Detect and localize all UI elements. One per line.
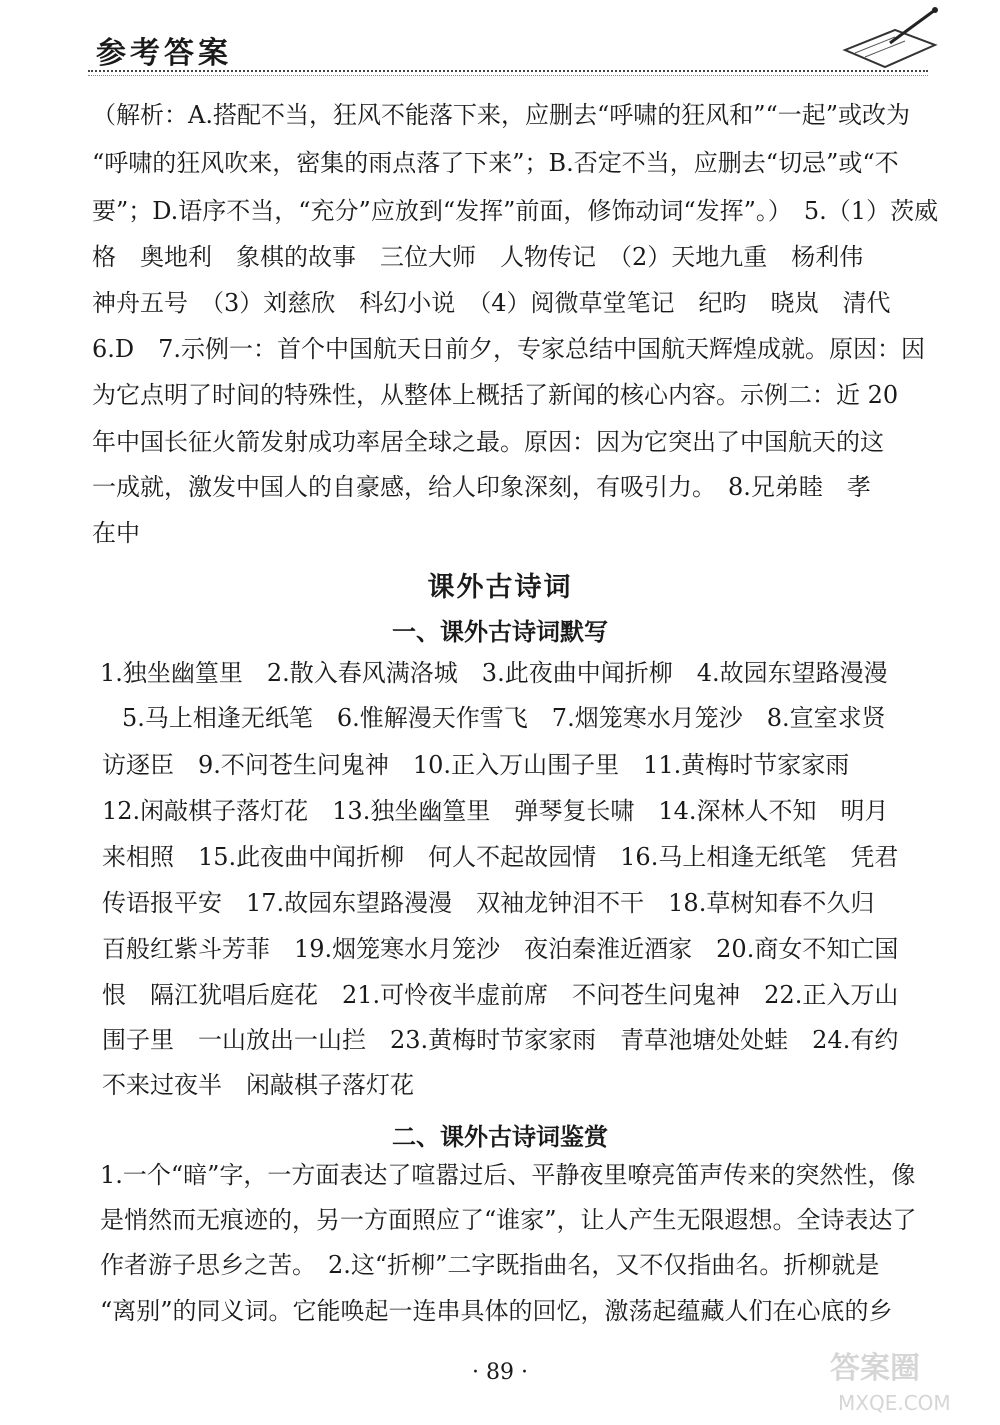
text-line: 格 奥地利 象棋的故事 三位大师 人物传记 （2）天地九重 杨利伟 — [92, 243, 864, 271]
text-line: “呼啸的狂风吹来，密集的雨点落了下来”；B.否定不当，应删去“切忌”或“不 — [92, 149, 899, 177]
subsection-title: 二、课外古诗词鉴赏 — [392, 1123, 608, 1151]
text-line: 百般红紫斗芳菲 19.烟笼寒水月笼沙 夜泊秦淮近酒家 20.商女不知亡国 — [102, 935, 899, 963]
text-line: （解析：A.搭配不当，狂风不能落下来，应删去“呼啸的狂风和”“一起”或改为 — [92, 101, 911, 129]
text-line: 在中 — [92, 519, 140, 547]
text-line: 访逐臣 9.不问苍生问鬼神 10.正入万山围子里 11.黄梅时节家家雨 — [102, 751, 850, 779]
text-line: 围子里 一山放出一山拦 23.黄梅时节家家雨 青草池塘处处蛙 24.有约 — [102, 1026, 899, 1054]
text-line: 1.独坐幽篁里 2.散入春风满洛城 3.此夜曲中闻折柳 4.故园东望路漫漫 — [100, 659, 888, 687]
watermark-text: 答案圈 — [830, 1351, 920, 1386]
text-line: 恨 隔江犹唱后庭花 21.可怜夜半虚前席 不问苍生问鬼神 22.正入万山 — [102, 981, 899, 1009]
watermark-logo — [820, 1340, 980, 1420]
text-line: “离别”的同义词。它能唤起一连串具体的回忆，激荡起蕴藏人们在心底的乡 — [100, 1297, 893, 1325]
header-title: 参考答案 — [96, 36, 232, 71]
text-line: 6.D 7.示例一：首个中国航天日前夕，专家总结中国航天辉煌成就。原因：因 — [92, 335, 926, 363]
watermark-url: MXQE.COM — [838, 1391, 951, 1415]
text-line: 是悄然而无痕迹的，另一方面照应了“谁家”，让人产生无限遐想。全诗表达了 — [100, 1206, 917, 1234]
header-divider — [88, 70, 928, 72]
text-line: 来相照 15.此夜曲中闻折柳 何人不起故园情 16.马上相逢无纸笔 凭君 — [102, 843, 899, 871]
text-line: 12.闲敲棋子落灯花 13.独坐幽篁里 弹琴复长啸 14.深林人不知 明月 — [102, 797, 889, 825]
text-line: 为它点明了时间的特殊性，从整体上概括了新闻的核心内容。示例二：近 20 — [92, 381, 899, 409]
text-line: 不来过夜半 闲敲棋子落灯花 — [102, 1071, 414, 1099]
page-number: · 89 · — [472, 1360, 528, 1385]
text-line: 传语报平安 17.故园东望路漫漫 双袖龙钟泪不干 18.草树知春不久归 — [102, 889, 875, 917]
text-line: 1.一个“暗”字，一方面表达了喧嚣过后、平静夜里嘹亮笛声传来的突然性，像 — [100, 1161, 916, 1189]
text-line: 一成就，激发中国人的自豪感，给人印象深刻，有吸引力。 8.兄弟睦 孝 — [92, 473, 871, 501]
text-line: 作者游子思乡之苦。 2.这“折柳”二字既指曲名，又不仅指曲名。折柳就是 — [100, 1251, 880, 1279]
text-line: 5.马上相逢无纸笔 6.惟解漫天作雪飞 7.烟笼寒水月笼沙 8.宣室求贤 — [122, 704, 886, 732]
section-title: 课外古诗词 — [427, 572, 573, 603]
text-line: 年中国长征火箭发射成功率居全球之最。原因：因为它突出了中国航天的这 — [92, 428, 884, 456]
text-line: 要”；D.语序不当，“充分”应放到“发挥”前面，修饰动词“发挥”。） 5.（1）茨威 — [92, 197, 939, 225]
text-line: 神舟五号 （3）刘慈欣 科幻小说 （4）阅微草堂笔记 纪昀 晓岚 清代 — [92, 289, 891, 317]
pen-and-paper-icon — [835, 5, 945, 75]
header-divider-secondary — [88, 75, 928, 76]
subsection-title: 一、课外古诗词默写 — [392, 618, 608, 646]
